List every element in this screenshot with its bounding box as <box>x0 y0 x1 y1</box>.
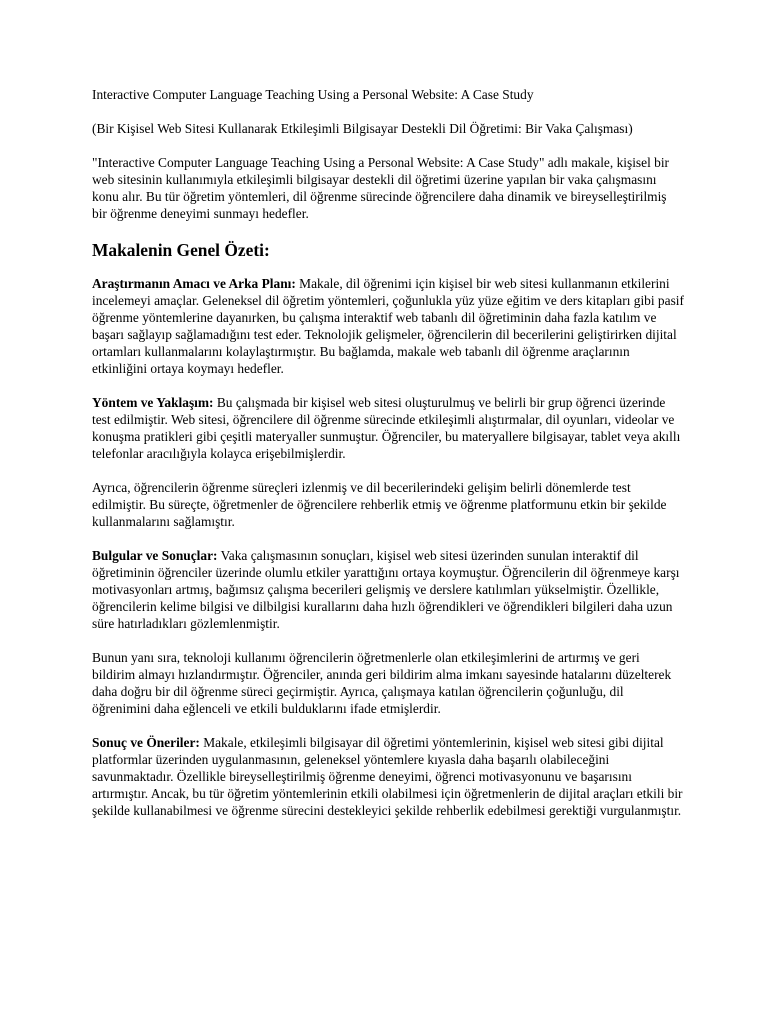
findings-text: Vaka çalışmasının sonuçları, kişisel web sitesi üzerinden sunulan interaktif dil öğretiminin öğrenciler üzerinde olumlu etkiler yarattığını ortaya koymuştur. Öğrencilerin dil öğrenmeye karşı motivasyonları artmış, bağımsız çalışma becerileri gelişmiş ve derslere katılımları yükselmiştir. Özellikle, öğrencilerin kelime bilgisi ve dilbilgisi kurallarını daha hızlı öğrendikleri ve öğrendikleri bilgileri daha uzun süre hatırladıkları gözlemlenmiştir. <box>92 548 680 631</box>
method-text: Bu çalışmada bir kişisel web sitesi oluşturulmuş ve belirli bir grup öğrenci üzerinde test edilmiştir. Web sitesi, öğrencilere dil öğrenme sürecinde etkileşimli alıştırmalar, dil oyunları, videolar ve konuşma pratikleri gibi çeşitli materyaller sunmuştur. Öğrenciler, bu materyallere bilgisayar, tablet veya akıllı telefonlar aracılığıyla kolayca erişebilmişlerdir. <box>92 395 681 461</box>
method-lead: Yöntem ve Yaklaşım: <box>92 395 214 410</box>
method-extra-paragraph: Ayrıca, öğrencilerin öğrenme süreçleri izlenmiş ve dil becerilerindeki gelişim belirli dönemlerde test edilmiştir. Bu süreçte, öğretmenler de öğrencilere rehberlik etmiş ve öğrenme platformunu etkin bir şekilde kullanmalarını sağlamıştır. <box>92 480 667 529</box>
document-page <box>92 86 684 836</box>
findings-extra-paragraph: Bunun yanı sıra, teknoloji kullanımı öğrencilerin öğretmenlerle olan etkileşimlerini de artırmış ve geri bildirim almayı hızlandırmıştır. Öğrenciler, anında geri bildirim alma imkanı sayesinde hatalarını düzelterek daha doğru bir dil öğrenme süreci geçirmiştir. Ayrıca, çalışmaya katılan öğrencilerin çoğunluğu, dil öğrenimini daha eğlenceli ve etkili bulduklarını ifade etmişlerdir. <box>92 650 672 716</box>
section-heading: Makalenin Genel Özeti: <box>92 240 270 260</box>
conclusion-text: Makale, etkileşimli bilgisayar dil öğretimi yöntemlerinin, kişisel web sitesi gibi dijital platformlar üzerinden uygulanmasının, geleneksel yöntemlere kıyasla daha başarılı olabileceğini savunmaktadır. Özellikle bireyselleştirilmiş öğrenme deneyimi, öğrenci motivasyonunu ve başarısını artırmıştır. Ancak, bu tür öğretim yöntemlerinin etkili olabilmesi için öğretmenlerin de dijital araçları etkili bir şekilde kullanabilmesi ve öğrenme sürecini destekleyici şekilde rehberlik edebilmesi gerektiği vurgulanmıştır. <box>92 735 683 818</box>
purpose-paragraph <box>92 275 684 377</box>
conclusion-lead: Sonuç ve Öneriler: <box>92 735 200 750</box>
conclusion-paragraph <box>92 734 684 819</box>
purpose-text: Makale, dil öğrenimi için kişisel bir web sitesi kullanmanın etkilerini incelemeyi amaçlar. Geleneksel dil öğretim yöntemleri, çoğunlukla yüz yüze eğitim ve ders kitapları gibi pasif öğrenme yöntemlerine dayanırken, bu çalışma interaktif web tabanlı dil öğretiminin daha fazla katılım ve başarı sağlayıp sağlamadığını test eder. Teknolojik gelişmeler, öğrencilerin dil becerilerini geliştirirken dijital ortamları kullanmalarını kolaylaştırmıştır. Bu bağlamda, makale web tabanlı dil öğrenme araçlarının etkinliğini ortaya koymayı hedefler. <box>92 276 684 376</box>
intro-paragraph: "Interactive Computer Language Teaching Using a Personal Website: A Case Study" adlı makale, kişisel bir web sitesinin kullanımıyla etkileşimli bilgisayar destekli dil öğretimi üzerine yapılan bir vaka çalışmasını konu alır. Bu tür öğretim yöntemleri, dil öğrenme sürecinde öğrencilere daha dinamik ve bireyselleştirilmiş bir öğrenme deneyimi sunmayı hedefler. <box>92 155 670 221</box>
document-subtitle: (Bir Kişisel Web Sitesi Kullanarak Etkileşimli Bilgisayar Destekli Dil Öğretimi: Bir Vaka Çalışması) <box>92 121 633 136</box>
findings-paragraph <box>92 547 684 632</box>
method-paragraph <box>92 394 684 462</box>
document-title: Interactive Computer Language Teaching Using a Personal Website: A Case Study <box>92 87 534 102</box>
findings-lead: Bulgular ve Sonuçlar: <box>92 548 218 563</box>
purpose-lead: Araştırmanın Amacı ve Arka Planı: <box>92 276 296 291</box>
